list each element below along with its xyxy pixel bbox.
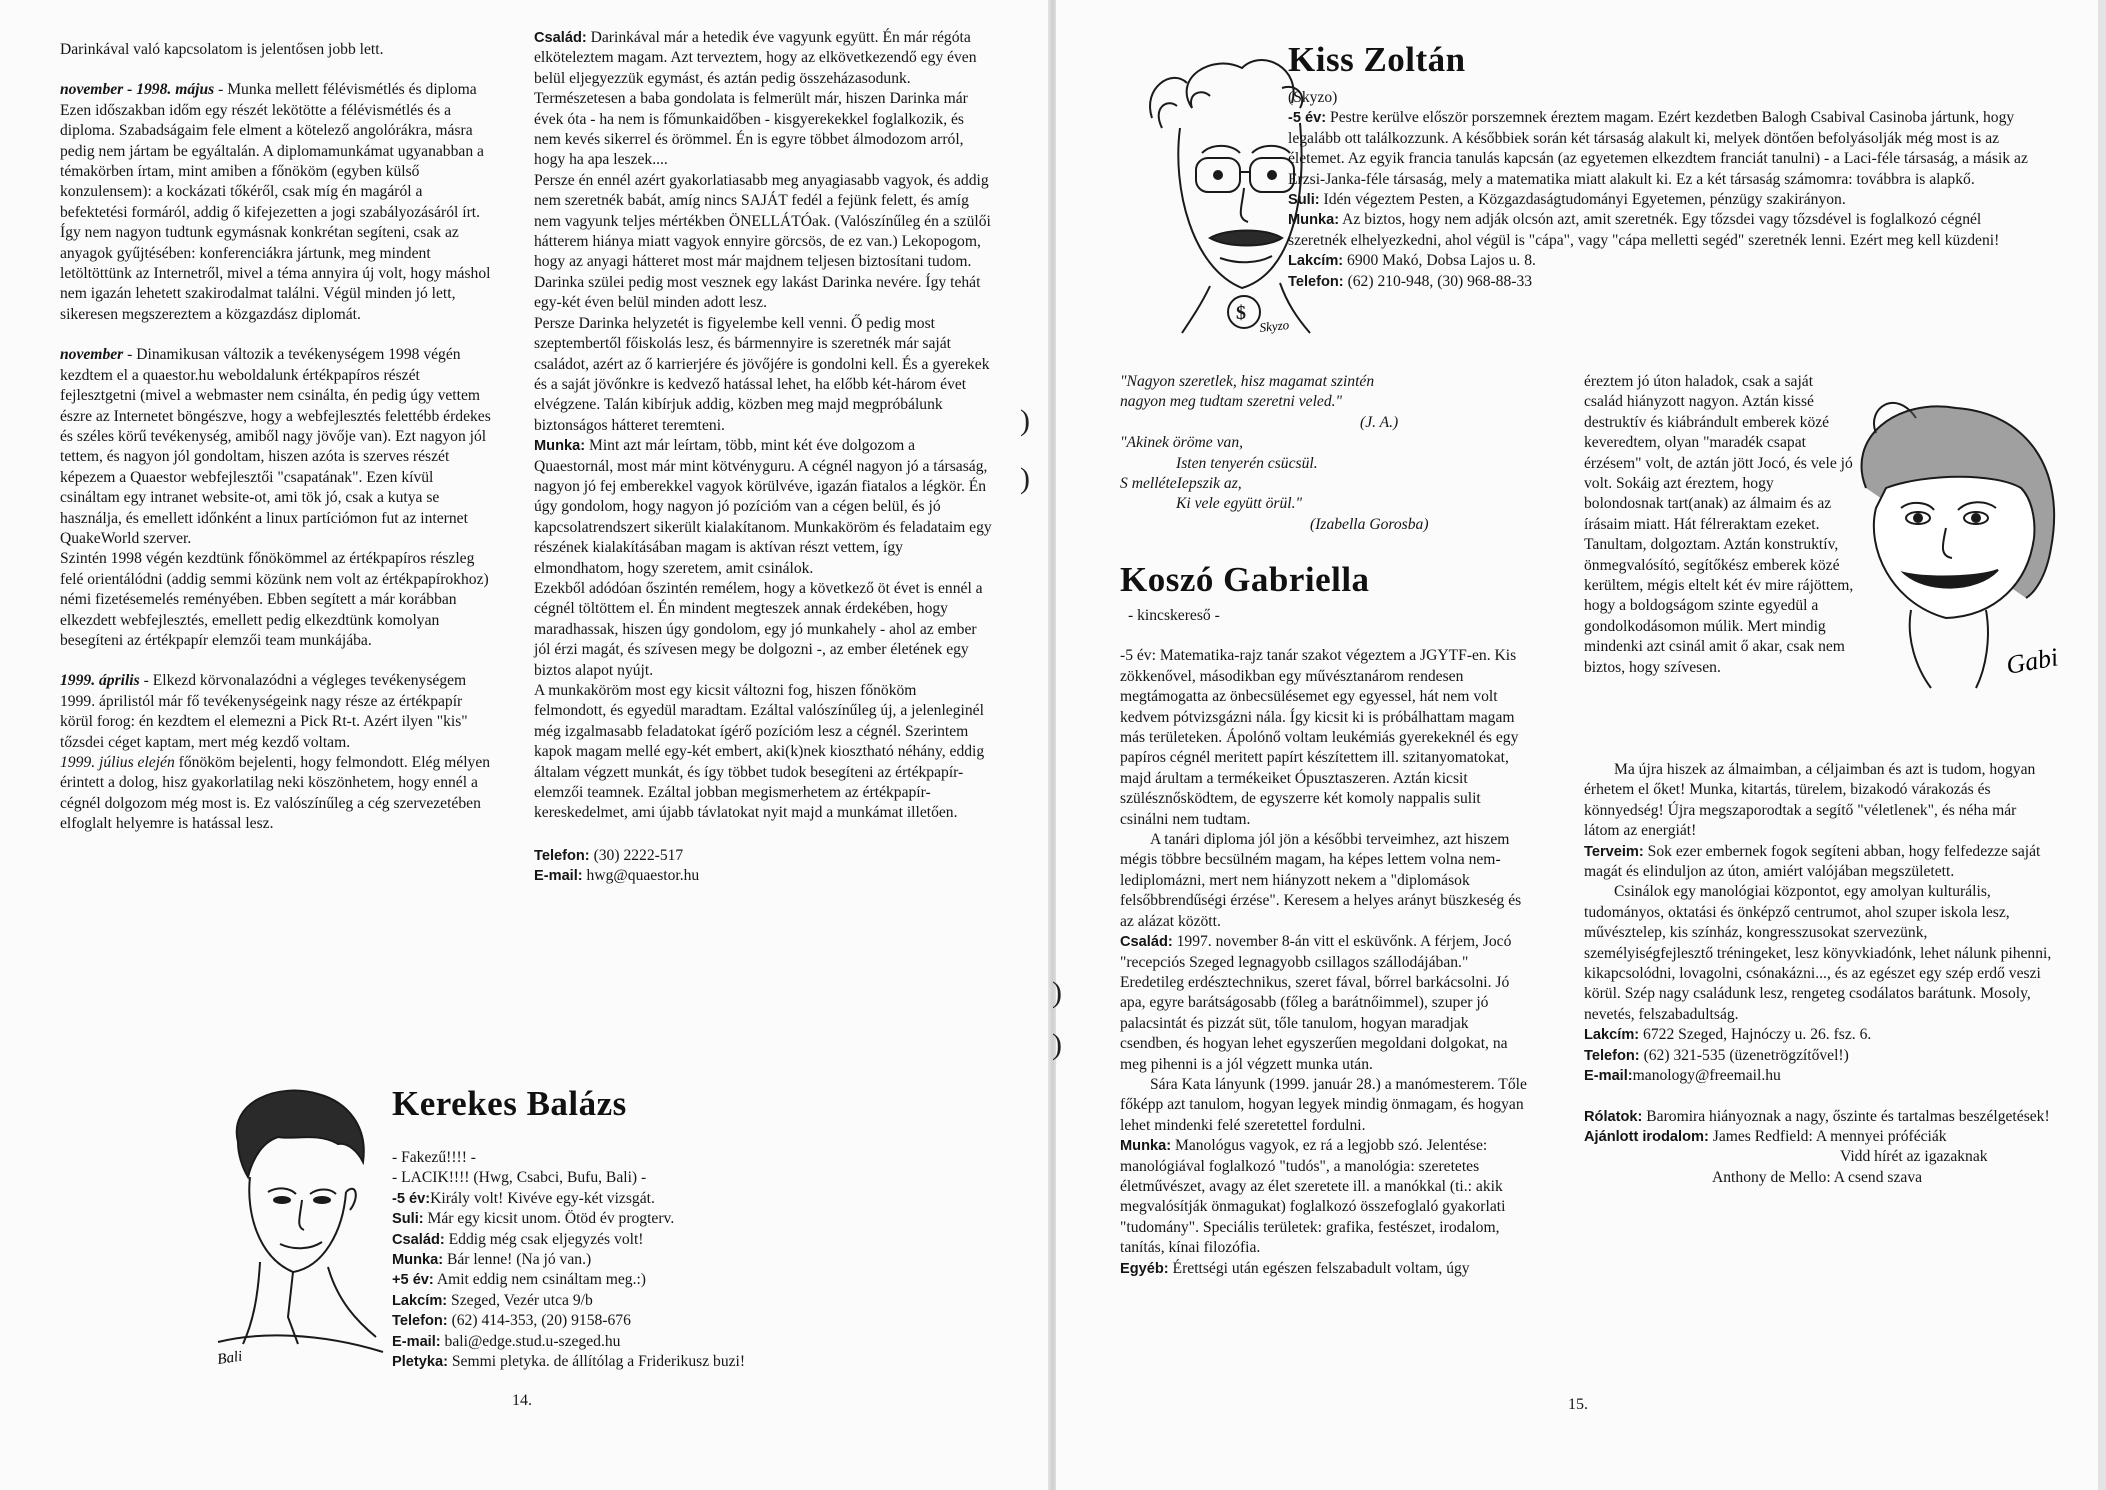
kerekes-pletyka xyxy=(392,1352,852,1372)
entry-2-text: - Dinamikusan változik a tevékenységem 1998 végén kezdtem el a quaestor.hu weboldalunk értékpapíros részét fejlesztgetni (mivel a webmaster nem csinálta, én pedig úgy vettem észre az Internetet böngészve, hogy a webfejlesztés felettébb érdekes és széles körű tevékenység, amiből nagy jövője van). Ezt nagyon jól tettem, és nagyon jól gondoltam, hiszen azóta is szerves részét képezem a Quaestor webfejlesztői "csapatának". Ezen kívül csináltam egy intranet website-ot, ami tök jó, csak a kutya se használja, és emellett időnként a linux partíciómon fut az internet QuakeWorld szerver. xyxy=(60,346,491,547)
kiss-munka-label: Munka: xyxy=(1288,212,1340,229)
koszo-lakcim xyxy=(1584,1025,2054,1045)
kerekes-telefon xyxy=(392,1311,852,1331)
kerekes-portrait-sketch xyxy=(198,1082,388,1372)
kerekes-plus5-text: Amit eddig nem csináltam meg.:) xyxy=(433,1271,647,1289)
kiss-telefon-text: (62) 210-948, (30) 968-88-33 xyxy=(1343,272,1533,290)
koszo-csalad-label: Család: xyxy=(1120,934,1173,951)
email-label: E-mail: xyxy=(534,868,583,885)
kerekes-munka xyxy=(392,1250,852,1270)
quote-block xyxy=(1120,372,1500,535)
koszo-center-plan: Csinálok egy manológiai központot, egy amolyan kulturális, tudományos, oktatási és önképző centrumot, ahol szuper iskola lesz, művésztelep, kis színház, kongresszusokat szervezünk, személyiségfejlesztő tréningeket, lesz könyvkiadónk, lehet nálunk pihenni, kikapcsolódni, lovagolni, csónakázni..., és az egészet egy szép erdő veszi körül. Szép nagy családunk lesz, rengeteg csodálatos barátunk. Mosoly, nevetés, felszabadultság. xyxy=(1584,883,2052,1023)
koszo-diploma: A tanári diploma jól jön a későbbi terveimhez, azt hiszem mégis többre becsülném magam, ha képes lettem volna nem-lediplomázni, mert nem hiányzott nekem a "diplomások felsőbbrendűségi érzése". Keresem a helyes arányt büszkeség és az alázat között. xyxy=(1120,831,1522,930)
quote-line: Ki vele együtt örül." xyxy=(1176,495,1303,513)
kerekes-suli-text: Már egy kicsit unom. Ötöd év progterv. xyxy=(423,1210,675,1228)
koszo-ajanlott-text-2: Vidd hírét az igazaknak xyxy=(1840,1148,1988,1166)
kiss-munka-text: Az biztos, hogy nem adják olcsón azt, amit szeretnék. Egy tőzsdei vagy tőzsdével is foglalkozó cégnél szeretnék elhelyezkedni, ahol végül is "cápa", vagy "cápa melletti segéd" szeretnék lenni. Ezért meg kell küzdeni! xyxy=(1288,211,2000,249)
entry-2-date: november xyxy=(60,346,124,364)
kiss-signature: Skyzo xyxy=(1258,316,1290,335)
intro-line: Darinkával való kapcsolatom is jelentősen jobb lett. xyxy=(60,41,384,58)
binding-mark: ) xyxy=(1052,976,1062,1009)
koszo-email-text: manology@freemail.hu xyxy=(1632,1067,1781,1085)
kerekes-signature: Bali xyxy=(216,1348,244,1368)
kerekes-email xyxy=(392,1332,852,1352)
quote-line: nagyon meg tudtam szeretni veled." xyxy=(1120,393,1343,411)
koszo-munka-text: Manológus vagyok, ez rá a legjobb szó. Jelentése: manológiával foglalkozó "tudós", a manológia: szeretetes életművészet, avagy az élet szeretete ill. a manókkal (ti.: akik megvalósítják önmagukat) foglalkozó összefoglaló gyakorlati "tudomány". Speciális területek: grafika, festészet, irodalom, tanítás, kínai filozófia. xyxy=(1120,1137,1506,1257)
koszo-terveim xyxy=(1584,842,2054,883)
koszo-rolatok-label: Rólatok: xyxy=(1584,1108,1643,1125)
kerekes-nick-1: - Fakezű!!!! - xyxy=(392,1149,476,1166)
kiss-lakcim-text: 6900 Makó, Dobsa Lajos u. 8. xyxy=(1343,252,1536,270)
left-column-1 xyxy=(60,40,492,835)
kerekes-csalad-label: Család: xyxy=(392,1231,445,1248)
munka-label: Munka: xyxy=(534,438,586,455)
koszo-email-label: E-mail: xyxy=(1584,1068,1633,1085)
kiss-nick: (Skyzo) xyxy=(1288,89,1338,106)
kerekes-profile xyxy=(392,1148,852,1372)
kiss-profile xyxy=(1288,88,2038,292)
kiss-suli-text: Idén végeztem Pesten, a Közgazdaságtudományi Egyetemen, pénzügy szakirányon. xyxy=(1319,191,1846,209)
darinka-paragraph: Persze Darinka helyzetét is figyelembe kell venni. Ő pedig most szeptembertől főiskolás lesz, és bármennyire is szeretnék már saját családot, azért az ő karrierjére és jövőjére is gondolni kell. És a gyerekek és a saját jövőnkre is kedvező hatással lehet, ha előbb két-három évet elvégzene. Talán kibírjuk addig, közben meg majd megpróbálunk biztonságos hátteret teremteni. xyxy=(534,314,990,434)
koszo-daughter: Sára Kata lányunk (1999. január 28.) a manómesterem. Tőle főképp azt tanulom, hogyan legyek mindig önmagam, és hogyan lehet mindenki felé szeretettel fordulni. xyxy=(1120,1075,1527,1134)
kiss-lakcim xyxy=(1288,251,2038,271)
entry-4-text: főnököm bejelenti, hogy felmondott. Elég mélyen érintett a dolog, hisz gyakorlatilag neki köszönhetem, hogy ennél a cégnél dolgozom még most is. Ez valószínűleg a cég szervezetében elfoglalt helyemre is hatással lesz. xyxy=(60,754,491,833)
munka-paragraph xyxy=(534,436,992,579)
kerekes-csalad xyxy=(392,1230,852,1250)
left-column-2 xyxy=(534,28,992,887)
kerekes-suli xyxy=(392,1209,852,1229)
koszo-ajanlott-text-1: James Redfield: A mennyei próféciák xyxy=(1708,1127,1947,1145)
quote-line: "Nagyon szeretlek, hisz magamat szintén xyxy=(1120,373,1375,390)
koszo-lakcim-label: Lakcím: xyxy=(1584,1027,1640,1044)
kiss-name: Kiss Zoltán xyxy=(1288,40,1466,79)
koszo-csalad xyxy=(1120,932,1528,1075)
koszo-name: Koszó Gabriella xyxy=(1120,560,1370,599)
page-number-left: 14. xyxy=(512,1392,532,1409)
telefon-line xyxy=(534,846,992,866)
kerekes-pletyka-label: Pletyka: xyxy=(392,1354,448,1371)
kerekes-munka-text: Bár lenne! (Na jó van.) xyxy=(443,1251,592,1269)
right-page xyxy=(1052,0,2106,1490)
kiss-minus5-label: -5 év: xyxy=(1288,110,1327,127)
kerekes-name: Kerekes Balázs xyxy=(392,1084,627,1123)
koszo-profile xyxy=(1120,606,1528,1279)
koszo-lakcim-text: 6722 Szeged, Hajnóczy u. 26. fsz. 6. xyxy=(1639,1026,1872,1044)
kerekes-telefon-text: (62) 414-353, (20) 9158-676 xyxy=(447,1312,631,1330)
entry-4-date: 1999. július elején xyxy=(60,754,175,771)
koszo-email xyxy=(1584,1066,2054,1086)
entry-4 xyxy=(60,753,492,835)
kiss-suli xyxy=(1288,190,2038,210)
practical-paragraph: Persze én ennél azért gyakorlatiasabb meg anyagiasabb vagyok, és addig nem szeretnék babát, amíg nincs SAJÁT fedél a fejünk felett, és amíg nem vagyunk teljes mértékben ÖNELLÁTÓak. (Valószínűleg én a szülői hátterem hiánya miatt vagyok ennyire görcsös, de ez van.) Lekopogom, hogy az anyagi hátteret most már majdnem teljesen biztosítani tudom. Darinka szülei pedig most vesznek egy lakást Darinka nevére. Így tehát egy-két éven belül minden adott lesz. xyxy=(534,171,991,312)
koszo-telefon-label: Telefon: xyxy=(1584,1047,1640,1064)
entry-1-title: - Munka mellett félévismétlés és diploma xyxy=(214,81,477,99)
kerekes-munka-label: Munka: xyxy=(392,1252,444,1269)
quote-author: (J. A.) xyxy=(1360,413,1399,431)
koszo-terveim-text: Sok ezer embernek fogok segíteni abban, hogy felfedezze saját magát és elinduljon az úton, amiért valójában megszületett. xyxy=(1584,842,2041,881)
kerekes-csalad-text: Eddig még csak eljegyzés volt! xyxy=(444,1230,644,1248)
kerekes-plus5-label: +5 év: xyxy=(392,1272,434,1289)
kerekes-minus5-label: -5 év: xyxy=(392,1190,431,1207)
kerekes-email-label: E-mail: xyxy=(392,1333,441,1350)
kiss-suli-label: Suli: xyxy=(1288,192,1320,209)
page-number-right: 15. xyxy=(1568,1396,1588,1413)
kerekes-pletyka-text: Semmi pletyka. de állítólag a Friderikusz buzi! xyxy=(447,1353,746,1371)
quote-author: (Izabella Gorosba) xyxy=(1310,515,1429,533)
binding-mark: ) xyxy=(1020,404,1030,437)
binding-mark: ) xyxy=(1052,1028,1062,1061)
kerekes-nick-2: - LACIK!!!! (Hwg, Csabci, Bufu, Bali) - xyxy=(392,1169,647,1187)
koszo-signature: Gabi xyxy=(2004,642,2061,680)
entry-1-date: november - 1998. május xyxy=(60,81,215,99)
koszo-continued-paragraph: éreztem jó úton haladok, csak a saját család hiányzott nagyon. Aztán kissé destruktív és kiábrándult emberek közé keveredtem, olyan "maradék csapat érzésem" volt, de aztán jött Jocó, és vele jó volt. Sokáig azt éreztem, hogy bolondosnak tart(anak) az álmaim és az írásaim miatt. Hát félreraktam ezeket. Tanultam, dolgoztam. Aztán konstruktív, önmegvalósító, segítőkész emberek közé kerültem, mégis eltelt két év mire rájöttem, hogy a boldogságom szinte egyedül a gondolkodásomon múlik. Mert mindig mindenki azt csinál amit ő akar, csak nem biztos, hogy szívesen. xyxy=(1584,373,1854,676)
entry-3-text: 1999. áprilistól már fő tevékenységeink nagy része az értékpapír körül forog: én kezdtem el elemezni a Pick Rt-t. Azért ilyen "kis" tőzsdei céget kaptam, mert még kezdő voltam. xyxy=(60,692,468,751)
koszo-telefon-text: (62) 321-535 (üzenetrögzítővel!) xyxy=(1639,1046,1849,1064)
koszo-rolatok-text: Baromira hiányoznak a nagy, őszinte és tartalmas beszélgetések! xyxy=(1642,1107,2050,1125)
quote-line: "Akinek öröme van, xyxy=(1120,434,1244,452)
kerekes-lakcim-text: Szeged, Vezér utca 9/b xyxy=(447,1291,593,1309)
munka-text: Mint azt már leírtam, több, mint két éve dolgozom a Quaestornál, most már mint kötvényguru. A cégnél nagyon jó a társaság, nagyon jó fej emberekkel vagyok körülvéve, igazán fiatalos a légkör. Én úgy gondolom, hogy nagyon jó pozícióm van a cégen belül, és jó kapcsolatrendszert sikerült kialakítanom. Munkaköröm és feladataim egy részének kialakításában magam is aktívan részt vettem, így elmondhatom, hogy szeretem, amit csinálok. xyxy=(534,437,992,577)
kerekes-minus5 xyxy=(392,1189,852,1209)
koszo-ajanlott xyxy=(1584,1127,2054,1147)
koszo-telefon xyxy=(1584,1046,2054,1066)
koszo-munka-label: Munka: xyxy=(1120,1138,1172,1155)
email-value: hwg@quaestor.hu xyxy=(582,867,700,885)
svg-text:$: $ xyxy=(1236,302,1246,324)
koszo-rolatok xyxy=(1584,1107,2054,1127)
kiss-lakcim-label: Lakcím: xyxy=(1288,253,1344,270)
csalad-paragraph xyxy=(534,28,992,89)
entry-3-date: 1999. április xyxy=(60,672,140,690)
csalad-text: Darinkával már a hetedik éve vagyunk együtt. Én már régóta elköteleztem magam. Azt terveztem, hogy az elkövetkezendő egy éven belül eljegyezzük egymást, és aztán pedig összeházasodunk. xyxy=(534,29,977,87)
kiss-telefon xyxy=(1288,272,2038,292)
kerekes-minus5-text: Király volt! Kivéve egy-két vizsgát. xyxy=(430,1189,655,1207)
email-line xyxy=(534,866,992,886)
quote-line: S melléteIepszik az, xyxy=(1120,475,1242,493)
koszo-continued-narrow xyxy=(1584,372,1854,678)
left-page xyxy=(0,0,1050,1490)
koszo-minus5: -5 év: Matematika-rajz tanár szakot végeztem a JGYTF-en. Kis zökkenővel, másodikban egy művésztanárom rendesen megtámogatta az önbecsülésemet egy egyessel, hát nem volt kedvem pótvizsgázni nála. Így kicsit ki is próbálhattam magam más területeken. Ápolónő voltam leukémiás gyerekeknél és egy papíros cégnél meritett papírt készítettem ill. szitanyomatokat, majd árultam a termékeiket Ópusztaszeren. Aztán kicsit szülésznősködtem, de egyszerre két komoly nappalis sulit csinálni nem tudtam. xyxy=(1120,647,1519,828)
entry-2-text-continued: Szintén 1998 végén kezdtünk főnökömmel az értékpapíros részleg felé orientálódni (addig semmi közünk nem volt az értékpapírokhoz) némi fizetésemelés reményében. Ebben segített a már korábban elkezdett webfejlesztés, emellett pedig elkezdtünk komolyan besegíteni az értékpapír elemzői team munkájába. xyxy=(60,550,489,649)
kerekes-lakcim xyxy=(392,1291,852,1311)
telefon-value: (30) 2222-517 xyxy=(589,846,684,864)
quote-line: Isten tenyerén csücsül. xyxy=(1176,454,1318,472)
koszo-ajanlott-text-3: Anthony de Mello: A csend szava xyxy=(1712,1168,1923,1186)
entry-3-heading xyxy=(60,671,492,691)
kerekes-lakcim-label: Lakcím: xyxy=(392,1292,448,1309)
hope-paragraph: Ezekből adódóan őszintén remélem, hogy a következő öt évet is ennél a cégnél töltöttem el. Én mindent megteszek annak érdekében, hogy maradhassak, hiszen úgy gondolom, egy jó munkahely - ahol az ember jól érzi magát, és szívesen megy be dolgozni -, az ember életének egy biztos alapot nyújt. xyxy=(534,579,983,679)
page-edge xyxy=(2098,0,2106,1490)
koszo-egyeb-label: Egyéb: xyxy=(1120,1260,1169,1277)
koszo-csalad-text: 1997. november 8-án vitt el esküvőnk. A férjem, Jocó "recepciós Szeged legnagyobb csillagos szállodájában." Eredetileg erdésztechnikus, szeret fával, bőrrel barkácsolni. Jó apa, egyre barátságosabb (főleg a barátnőimmel), szuper jó palacsintát és pizzát süt, tőle tanulom, hogyan maradjak csendben, és hogyan lehet egyszerűen megoldani dolgokat, na meg pihenni is a jól végzett munka után. xyxy=(1120,933,1512,1073)
kiss-minus5-text: Pestre kerülve először porszemnek éreztem magam. Ezért kezdetben Balogh Csabival Casinoba jártunk, hogy legalább ott találkozzunk. A későbbiek során két társaság alakult ki, melyek döntően befolyásolják még most is az életemet. Az egyik francia tanulás kapcsán (az egyetemen elkezdtem franciát tanulni) - a Laci-féle társaság, a másik az Erzsi-Janka-féle társaság, mely a matematika miatt alakult ki. Ez a két társaság számomra: továbbra is alapkő. xyxy=(1288,109,2028,188)
binding-mark: ) xyxy=(1020,462,1030,495)
kerekes-plus5 xyxy=(392,1270,852,1290)
koszo-ajanlott-label: Ajánlott irodalom: xyxy=(1584,1128,1709,1145)
entry-1-text: Ezen időszakban időm egy részét lekötötte a félévismétlés és a diploma. Szabadságaim fele elment a kötelező angolórákra, másra pedig nem jártam be egyáltalán. A diplomamunkámat ugyanabban a témakörben írtam, mint amiben a főnököm (egyben külső konzulensem): a kockázati tőkéről, csak míg én magáról a befektetési formáról, addig ő kifejezetten a jogi szabályozásáról írt. Így nem nagyon tudtunk egymásnak konkrétan segíteni, csak az anyagok gyűjtésében: konferenciákra jártunk, meg mindent letöltöttünk az Internetről, mivel a téma annyira új volt, hogy máshol nem igazán lehetett szakirodalmat találni. Végül minden jó lett, sikeresen megszereztem a közgazdász diplomát. xyxy=(60,101,491,323)
kiss-munka xyxy=(1288,210,2038,251)
kerekes-email-text: bali@edge.stud.u-szeged.hu xyxy=(440,1332,621,1350)
koszo-continued-wide xyxy=(1584,760,2054,1188)
csalad-label: Család: xyxy=(534,30,587,46)
entry-2 xyxy=(60,345,492,549)
koszo-dreams: Ma újra hiszek az álmaimban, a céljaimban és azt is tudom, hogyan érhetem el őket! Munka, kitartás, türelem, bizakodó várakozás és könnyedség! Újra megszaporodtak a segítő "véletlenek", és néha már látom az energiát! xyxy=(1584,761,2036,840)
telefon-label: Telefon: xyxy=(534,847,590,864)
koszo-terveim-label: Terveim: xyxy=(1584,843,1644,860)
koszo-egyeb-text: Érettségi után egészen felszabadult voltam, úgy xyxy=(1168,1259,1470,1277)
entry-1-heading xyxy=(60,80,492,100)
koszo-portrait-sketch xyxy=(1836,378,2086,698)
kerekes-suli-label: Suli: xyxy=(392,1211,424,1228)
kiss-telefon-label: Telefon: xyxy=(1288,273,1344,290)
koszo-egyeb xyxy=(1120,1259,1528,1279)
entry-3-title: - Elkezd körvonalazódni a végleges tevékenységem xyxy=(139,672,467,690)
baby-paragraph: Természetesen a baba gondolata is felmerült már, hiszen Darinka már évek óta - ha nem is főmunkaidőben - kisgyerekekkel foglalkozik, és nem kevés sikerrel és örömmel. Én is egyre többet álmodozom arról, hogy ha apa leszek.... xyxy=(534,90,968,169)
change-paragraph: A munkaköröm most egy kicsit változni fog, hiszen főnököm felmondott, és egyedül maradtam. Ezáltal valószínűleg új, a jelenleginél még izgalmasabb feladatokat ígérő pozícióm lesz a cégnél. Szerintem kapok magam mellé egy-két embert, aki(k)nek kiosztható néhány, eddig általam végzett munkát, és így többet tudok besegíteni az értékpapír-elemzői teamnek. Ezáltal jobban megismerhetem az értékpapír-kereskedelmet, ami újabb távlatokat nyit majd a munkámat illetően. xyxy=(534,682,985,822)
koszo-nick: - kincskereső - xyxy=(1128,607,1220,624)
koszo-munka xyxy=(1120,1136,1528,1258)
kiss-minus5 xyxy=(1288,108,2038,190)
kerekes-telefon-label: Telefon: xyxy=(392,1313,448,1330)
